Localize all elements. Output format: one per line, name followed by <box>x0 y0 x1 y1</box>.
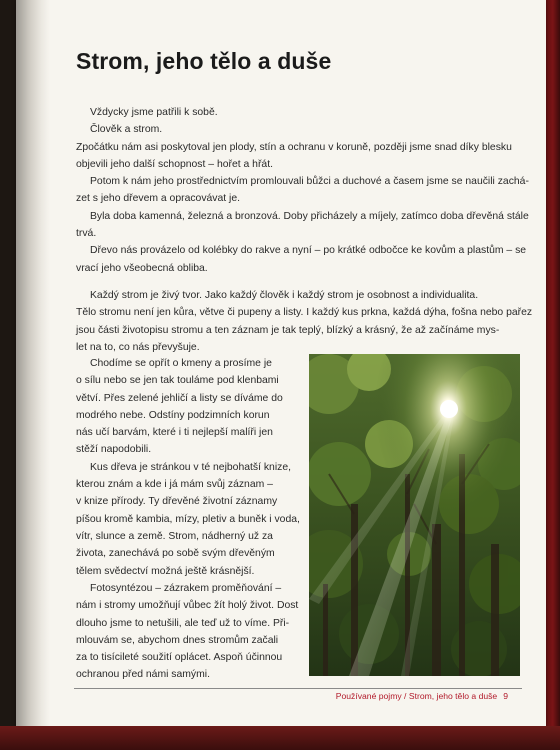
text-line: objevili jeho další schopnost – hořet a hřát. <box>76 158 273 170</box>
page-gutter-shadow <box>16 0 50 728</box>
text-line: kterou znám a kde i já mám svůj záznam – <box>76 479 273 491</box>
page-footer <box>336 691 508 701</box>
text-line: Každý strom je živý tvor. Jako každý člověk i každý strom je osobnost a individualita. <box>90 290 479 301</box>
page-title: Strom, jeho tělo a duše <box>76 48 332 74</box>
book-bottom-edge <box>0 726 560 750</box>
text-line: Kus dřeva je stránkou v té nejbohatší knize, <box>90 461 291 473</box>
text-line: Byla doba kamenná, železná a bronzová. Doby přicházely a míjely, zatímco doba dřevěná stále <box>90 210 529 222</box>
text-line: Fotosyntézou – zázrakem proměňování – <box>90 583 282 594</box>
text-line: v knize přírody. Ty dřevěné životní záznamy <box>76 496 278 508</box>
text-line: Chodíme se opřít o kmeny a prosíme je <box>90 358 272 369</box>
text-line: tělem svědectví možná ještě krásnější. <box>76 565 255 577</box>
text-line: let na to, co nás převyšuje. <box>76 341 200 353</box>
text-line: vrací jeho všeobecná obliba. <box>76 262 208 274</box>
text-line: o sílu nebo se jen tak touláme pod klenbami <box>76 375 279 387</box>
footer-rule <box>74 688 522 689</box>
text-line: za to tisícileté soužití oplácet. Aspoň účinnou <box>76 652 283 664</box>
text-line: nám i stromy umožňují vůbec žít holý život. Dost <box>76 600 299 612</box>
text-line: modrého nebe. Odstíny podzimních korun <box>76 409 270 421</box>
text-line: větví. Přes zelené jehličí a listy se díváme do <box>76 392 283 404</box>
text-line: mlouvám se, abychom dnes stromům začali <box>76 634 279 646</box>
paragraph-block-living-tree <box>76 287 532 356</box>
paragraph-block-intro <box>76 104 529 277</box>
text-line: ochranou před námi samými. <box>76 669 210 681</box>
text-line: nás učí barvám, které i ti nejlepší malíři jen <box>76 427 273 439</box>
text-line: Zpočátku nám asi poskytoval jen plody, stín a ochranu v koruně, později jsme snad díky blesku <box>76 141 512 153</box>
text-line: stěží napodobili. <box>76 444 152 456</box>
forest-sunlight-photo <box>309 354 520 676</box>
text-line: života, zanechává po sobě svým dřevěným <box>76 548 275 560</box>
text-line: Potom k nám jeho prostřednictvím promlouvali bůžci a duchové a časem jsme se naučili zachá- <box>90 176 529 188</box>
text-line: Vždycky jsme patřili k sobě. <box>90 107 218 118</box>
text-line: píšou kromě kambia, mízy, pletiv a buněk i voda, <box>76 513 300 525</box>
text-line: Člověk a strom. <box>90 124 163 136</box>
text-line: jsou části životopisu stromu a ten záznam je tak teplý, blízký a krásný, že až začínáme mys- <box>76 324 500 336</box>
text-line: Tělo stromu není jen kůra, větve či pupeny a listy. I každý kus prkna, každá dýha, fošna nebo pařez <box>76 307 533 319</box>
text-line: vítr, slunce a země. Strom, nádherný už za <box>76 530 273 542</box>
paragraph-block-trunks <box>76 355 300 580</box>
text-line: dlouho jsme to netušili, ale teď už to víme. Při- <box>76 617 290 629</box>
text-line: zet s jeho dřevem a opracovávat je. <box>76 193 241 205</box>
running-head: Používané pojmy / Strom, jeho tělo a duše <box>335 691 498 701</box>
text-line: Dřevo nás provázelo od kolébky do rakve a nyní – po krátké odbočce ke kovům a plastům – se <box>90 245 527 257</box>
paragraph-block-photosynthesis <box>76 580 298 684</box>
text-line: trvá. <box>76 228 97 240</box>
page-number: 9 <box>503 691 508 701</box>
